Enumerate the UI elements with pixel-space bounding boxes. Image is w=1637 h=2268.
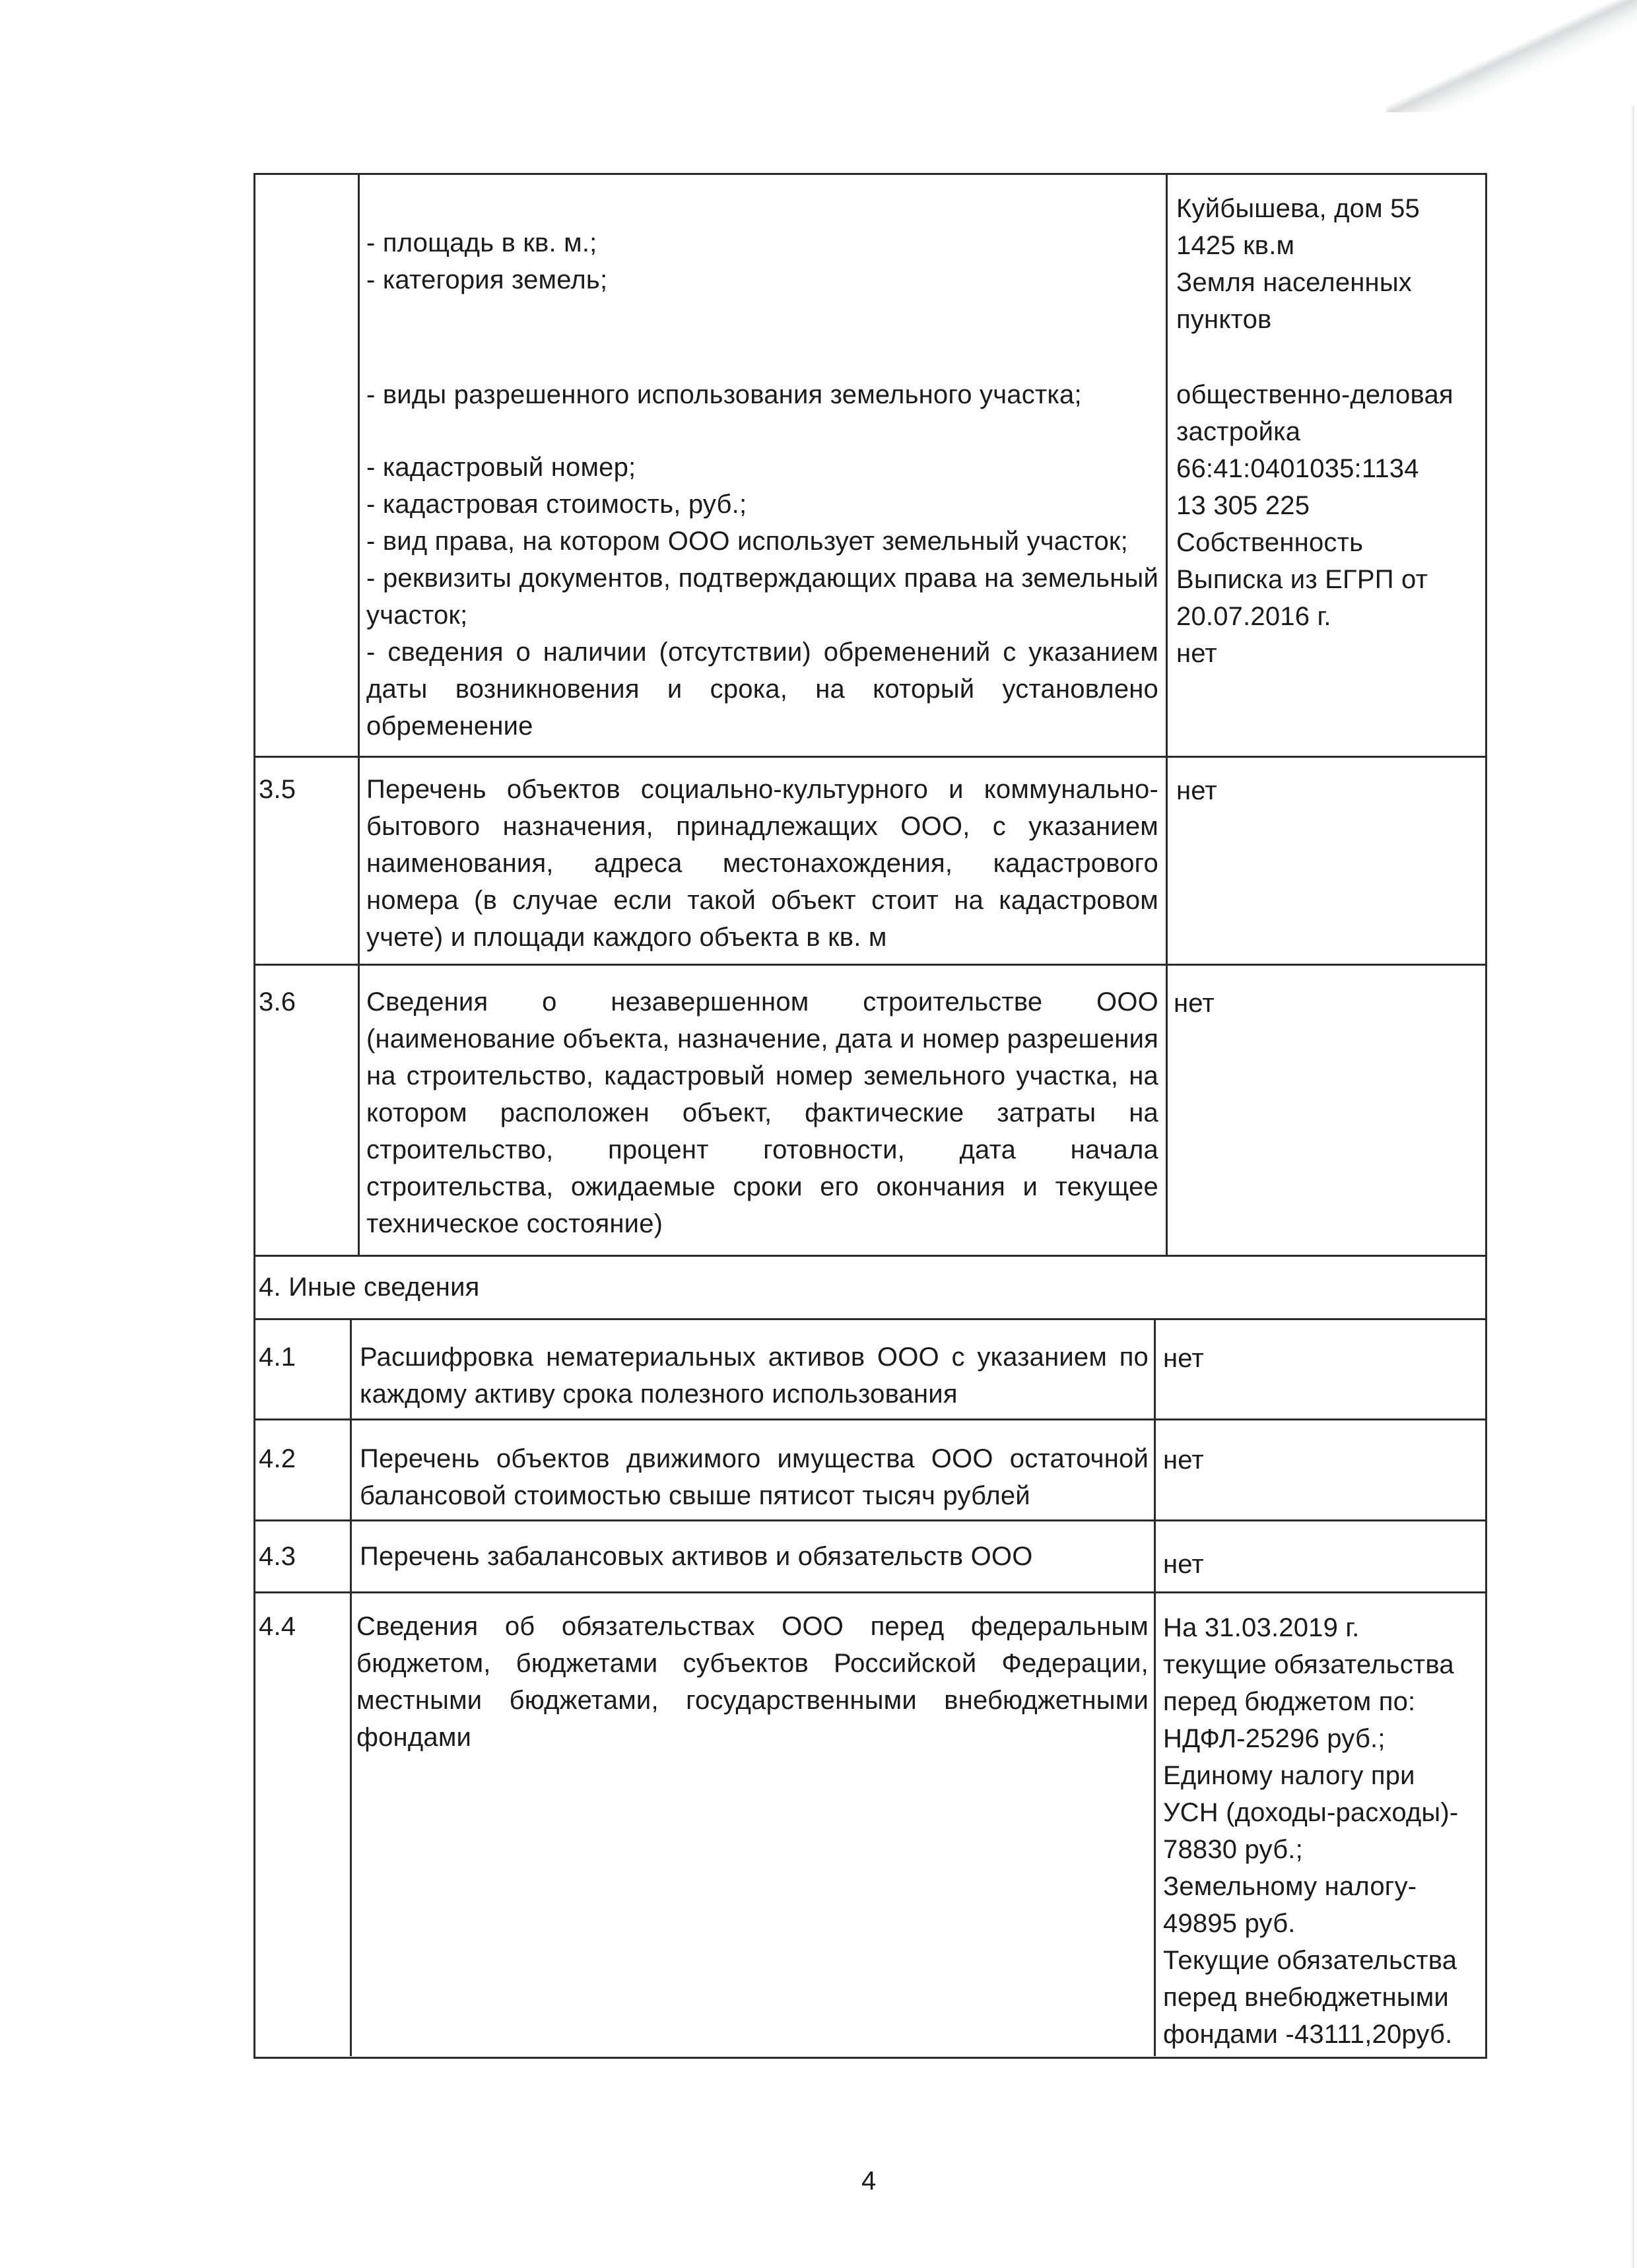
row-divider <box>253 1318 1485 1320</box>
permitted-use-value-line2: застройка <box>1176 417 1301 446</box>
row-number-3-6: 3.6 <box>259 987 296 1017</box>
budget-obligations-description: Сведения об обязательствах ООО перед федеральным бюджетом, бюджетами субъектов Российской Федерации, местными бюджетами, государственными внебюджетными фондами <box>356 1612 1149 1752</box>
title-document-value-line2: 20.07.2016 г. <box>1176 602 1331 631</box>
column-divider-number <box>358 173 360 1255</box>
column-divider-value <box>1166 173 1168 1255</box>
title-documents-label: - реквизиты документов, подтверждающих права на земельный участок; <box>366 564 1158 630</box>
intangible-assets-value: нет <box>1163 1344 1204 1373</box>
social-facilities-description: Перечень объектов социально-культурного и коммунально-бытового назначения, принадлежащих ООО, с указанием наименования, адреса местонахождения, кадастрового номера (в случае если такой объект стоит на кадастровом учете) и площади каждого объекта в кв. м <box>366 775 1158 952</box>
obligations-date: На 31.03.2019 г. <box>1163 1613 1360 1642</box>
social-facilities-value: нет <box>1176 776 1217 805</box>
movable-property-description: Перечень объектов движимого имущества ООО остаточной балансовой стоимостью свыше пятисот тысяч рублей <box>360 1444 1149 1510</box>
land-area-value: 1425 кв.м <box>1176 231 1295 260</box>
address-value: Куйбышева, дом 55 <box>1176 194 1420 223</box>
land-tax-amount: 49895 руб. <box>1163 1909 1296 1938</box>
title-document-value-line1: Выписка из ЕГРП от <box>1176 565 1428 594</box>
row-number-3-5: 3.5 <box>259 775 296 804</box>
encumbrance-label: - сведения о наличии (отсутствии) обременений с указанием даты возникновения и срока, на который установлено обременение <box>366 638 1158 741</box>
row-divider <box>253 756 1485 758</box>
intangible-assets-description: Расшифровка нематериальных активов ООО с указанием по каждому активу срока полезного использования <box>360 1343 1149 1409</box>
usn-tax-line1: Единому налогу при <box>1163 1761 1415 1790</box>
page-curl-shadow <box>1386 0 1637 112</box>
unfinished-construction-value: нет <box>1174 989 1215 1018</box>
land-category-value-line1: Земля населенных <box>1176 268 1412 297</box>
cadastral-number-value: 66:41:0401035:1134 <box>1176 454 1419 483</box>
column-divider-value <box>1154 1318 1156 2056</box>
row-divider <box>253 1418 1485 1420</box>
row-divider <box>253 1519 1485 1521</box>
usn-tax-line2: УСН (доходы-расходы)- <box>1163 1798 1459 1827</box>
cadastral-value-label: - кадастровая стоимость, руб.; <box>366 490 747 519</box>
land-category-value-line2: пунктов <box>1176 305 1272 334</box>
off-balance-value: нет <box>1163 1550 1204 1579</box>
encumbrance-value: нет <box>1176 639 1217 668</box>
row-divider <box>253 964 1485 966</box>
ownership-type-label: - вид права, на котором ООО использует земельный участок; <box>366 527 1128 556</box>
offbudget-obligations-line2: перед внебюджетными <box>1163 1983 1449 2012</box>
offbudget-obligations-amount: фондами -43111,20руб. <box>1163 2020 1453 2049</box>
obligations-budget-line1: текущие обязательства <box>1163 1650 1454 1679</box>
section-4-title: 4. Иные сведения <box>259 1273 480 1302</box>
column-divider-number <box>350 1318 352 2056</box>
page-edge-shadow <box>1630 106 1634 2268</box>
off-balance-description: Перечень забалансовых активов и обязательств ООО <box>360 1542 1033 1571</box>
land-category-label: - категория земель; <box>366 265 608 294</box>
row-number-4-2: 4.2 <box>259 1444 296 1473</box>
movable-property-value: нет <box>1163 1446 1204 1475</box>
land-tax-line: Земельному налогу- <box>1163 1872 1417 1901</box>
permitted-use-label: - виды разрешенного использования земельного участка; <box>366 380 1082 409</box>
usn-tax-amount: 78830 руб.; <box>1163 1835 1303 1864</box>
row-divider <box>253 1591 1485 1593</box>
row-number-4-4: 4.4 <box>259 1612 296 1641</box>
unfinished-construction-description: Сведения о незавершенном строительстве ООО (наименование объекта, назначение, дата и номер разрешения на строительство, кадастровый номер земельного участка, на котором расположен объект, фактические затраты на строительство, процент готовности, дата начала строительства, ожидаемые сроки его окончания и текущее техническое состояние) <box>366 987 1158 1238</box>
cadastral-number-label: - кадастровый номер; <box>366 453 636 482</box>
page-number: 4 <box>861 2166 877 2195</box>
ndfl-amount: НДФЛ-25296 руб.; <box>1163 1724 1386 1753</box>
row-number-4-1: 4.1 <box>259 1343 296 1372</box>
offbudget-obligations-line1: Текущие обязательства <box>1163 1946 1457 1975</box>
row-number-4-3: 4.3 <box>259 1542 296 1571</box>
ownership-type-value: Собственность <box>1176 528 1364 557</box>
permitted-use-value-line1: общественно-деловая <box>1176 380 1453 409</box>
obligations-budget-line2: перед бюджетом по: <box>1163 1687 1416 1716</box>
row-divider <box>253 1255 1485 1257</box>
cadastral-value-value: 13 305 225 <box>1176 491 1310 520</box>
land-area-label: - площадь в кв. м.; <box>366 228 597 257</box>
